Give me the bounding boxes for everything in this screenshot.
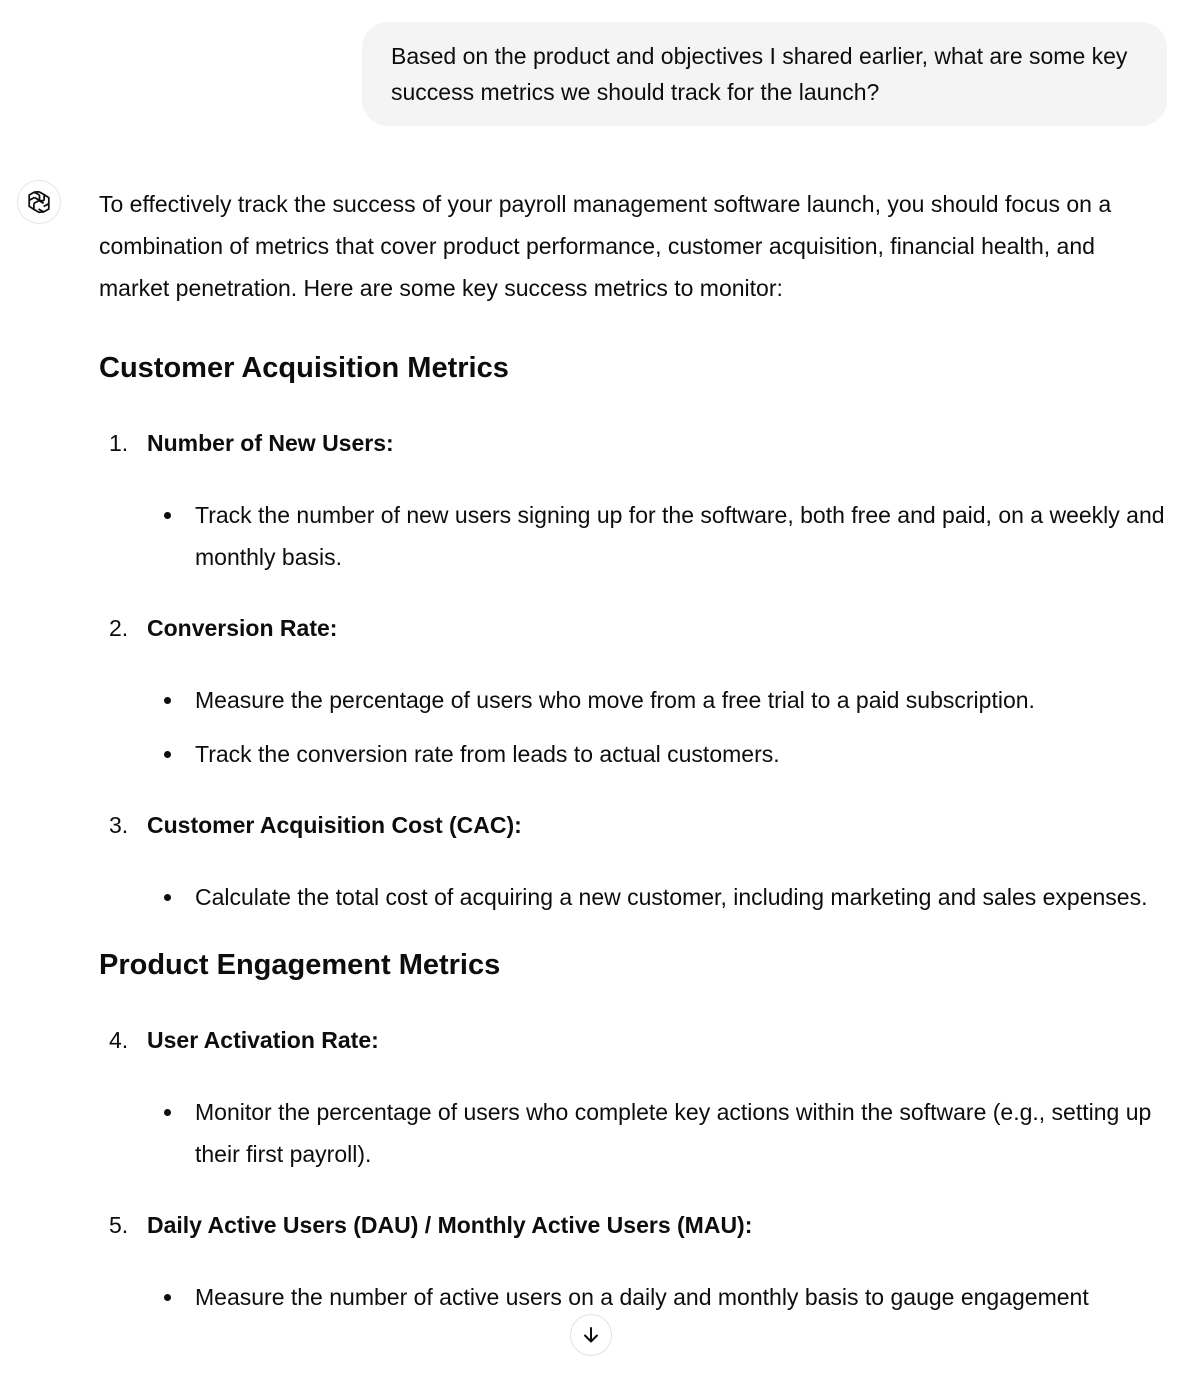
bullet-list	[99, 1091, 1169, 1175]
metric-item	[99, 805, 1169, 845]
metric-item	[99, 608, 1169, 648]
assistant-avatar	[17, 180, 61, 224]
metric-title: Conversion Rate:	[147, 615, 338, 641]
list-number: 3.	[109, 812, 129, 838]
user-message-bubble	[362, 22, 1167, 126]
scroll-to-bottom-button[interactable]	[570, 1314, 612, 1356]
section-heading: Product Engagement Metrics	[99, 949, 501, 981]
bullet-item: Monitor the percentage of users who complete key actions within the software (e.g., setting up their first payroll).	[99, 1091, 1169, 1175]
bullet-item: Measure the percentage of users who move from a free trial to a paid subscription.	[99, 679, 1169, 721]
assistant-intro: To effectively track the success of your payroll management software launch, you should focus on a combination of metrics that cover product performance, customer acquisition, financial health, and market penetration. Here are some key success metrics to monitor:	[99, 191, 1112, 301]
list-number: 5.	[109, 1212, 129, 1238]
bullet-list	[99, 494, 1169, 578]
list-number: 1.	[109, 430, 129, 456]
bullet-list	[99, 876, 1169, 918]
assistant-message	[99, 183, 1169, 1318]
openai-logo-icon	[25, 188, 53, 216]
bullet-item: Track the conversion rate from leads to actual customers.	[99, 733, 1169, 775]
bullet-item: Track the number of new users signing up for the software, both free and paid, on a weekly and monthly basis.	[99, 494, 1169, 578]
metric-item	[99, 1020, 1169, 1060]
metric-item	[99, 1205, 1169, 1245]
section-heading: Customer Acquisition Metrics	[99, 352, 509, 384]
bullet-list	[99, 679, 1169, 775]
arrow-down-icon	[581, 1325, 601, 1345]
user-message-text: Based on the product and objectives I shared earlier, what are some key success metrics we should track for the launch?	[391, 43, 1128, 105]
bullet-list	[99, 1276, 1169, 1318]
list-number: 2.	[109, 615, 129, 641]
metric-title: Daily Active Users (DAU) / Monthly Active Users (MAU):	[147, 1212, 753, 1238]
metric-item	[99, 423, 1169, 463]
metric-title: User Activation Rate:	[147, 1027, 379, 1053]
bullet-item: Calculate the total cost of acquiring a new customer, including marketing and sales expenses.	[99, 876, 1169, 918]
metric-title: Customer Acquisition Cost (CAC):	[147, 812, 522, 838]
metric-title: Number of New Users:	[147, 430, 394, 456]
bullet-item: Measure the number of active users on a daily and monthly basis to gauge engagement	[99, 1276, 1169, 1318]
list-number: 4.	[109, 1027, 129, 1053]
